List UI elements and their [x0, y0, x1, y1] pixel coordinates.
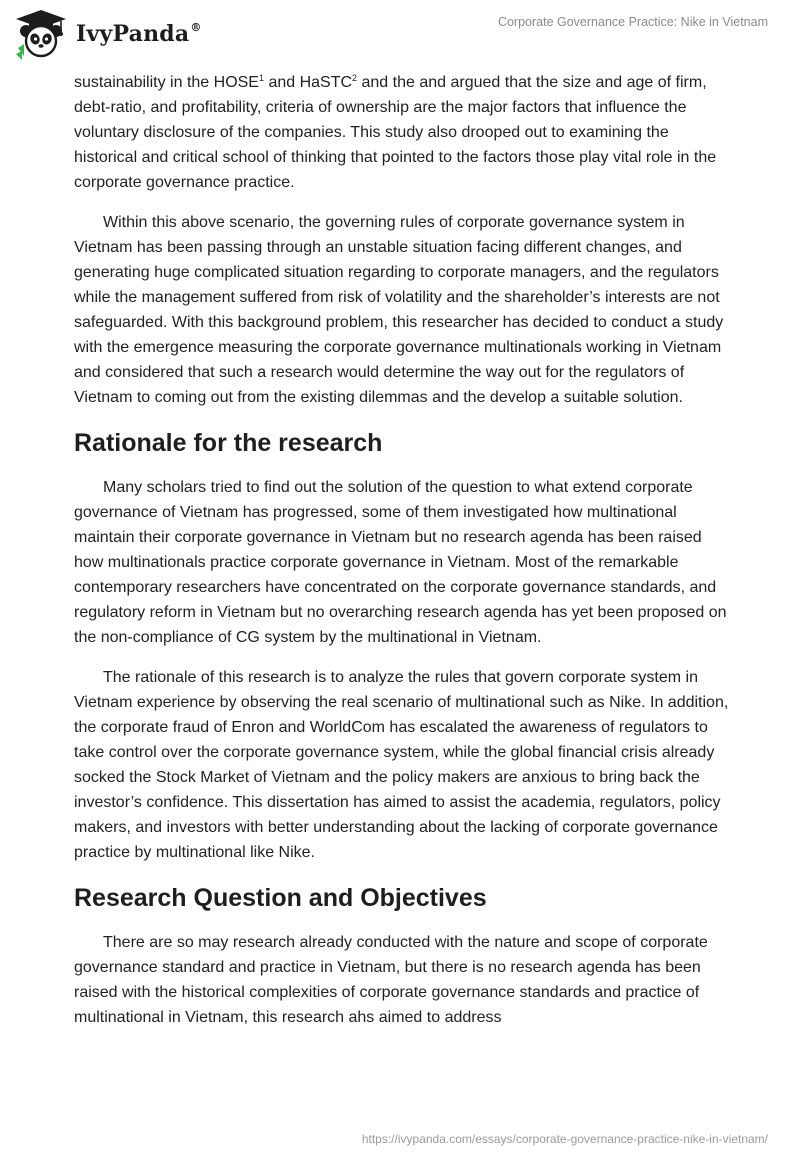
footnote-ref-1[interactable]: 1: [258, 73, 264, 83]
paragraph-5: There are so may research already conducted with the nature and scope of corporate governance standard and practice in Vietnam, but there is no research agenda has been raised with the historical complexities of corporate governance standards and practice of multinational in Vietnam, this research ahs aimed to address: [74, 934, 708, 1026]
panda-graduate-icon: [14, 8, 68, 60]
ivypanda-logo[interactable]: [14, 8, 202, 60]
document-title: Corporate Governance Practice: Nike in Vietnam: [497, 15, 768, 29]
source-url[interactable]: https://ivypanda.com/essays/corporate-governance-practice-nike-in-vietnam/: [361, 1132, 768, 1146]
footnote-ref-2[interactable]: 2: [352, 73, 358, 83]
paragraph-4: The rationale of this research is to analyze the rules that govern corporate system in Vietnam experience by observing the real scenario of multinational such as Nike. In addition, the corporate fraud of Enron and WorldCom has escalated the awareness of regulators to take control over the corporate governance system, while the global financial crisis already socked the Stock Market of Vietnam and the policy makers are anxious to bring back the investor’s confidence. This dissertation has aimed to assist the academia, regulators, policy makers, and investors with better understanding about the lacking of corporate governance practice by multinational like Nike.: [74, 669, 729, 861]
logo-wordmark: IvyPanda®: [76, 21, 202, 47]
paragraph-1: sustainability in the HOSE$^1$ and HaSTC$^2$ and the and argued that the size and age of firm, debt-ratio, and profitability, criteria of ownership are the major factors that influence the voluntary disclosure of the companies. This study also drooped out to examining the historical and critical school of thinking that pointed to the factors those play vital role in the corporate governance practice.: [74, 73, 717, 191]
heading-research-question: Research Question and Objectives: [74, 884, 487, 912]
heading-rationale: Rationale for the research: [74, 429, 383, 457]
essay-body: [74, 70, 729, 1045]
paragraph-2: Within this above scenario, the governing rules of corporate governance system in Vietnam has been passing through an unstable situation facing different changes, and generating huge complicated situation regarding to corporate managers, and the regulators while the management suffered from risk of volatility and the shareholder’s interests are not safeguarded. With this background problem, this researcher has decided to conduct a study with the emergence measuring the corporate governance multinationals working in Vietnam and considered that such a research would determine the way out for the regulators of Vietnam to coming out from the existing dilemmas and the develop a suitable solution.: [74, 214, 724, 406]
paragraph-3: Many scholars tried to find out the solution of the question to what extend corporate governance of Vietnam has progressed, some of them investigated how multinational maintain their corporate governance in Vietnam but no research agenda has been raised how multinationals practice corporate governance in Vietnam. Most of the remarkable contemporary researchers have concentrated on the corporate governance standards, and regulatory reform in Vietnam but no overarching research agenda has yet been proposed on the non-compliance of CG system by the multinational in Vietnam.: [74, 479, 727, 646]
registered-mark: ®: [190, 21, 202, 34]
page-header: [0, 0, 800, 70]
